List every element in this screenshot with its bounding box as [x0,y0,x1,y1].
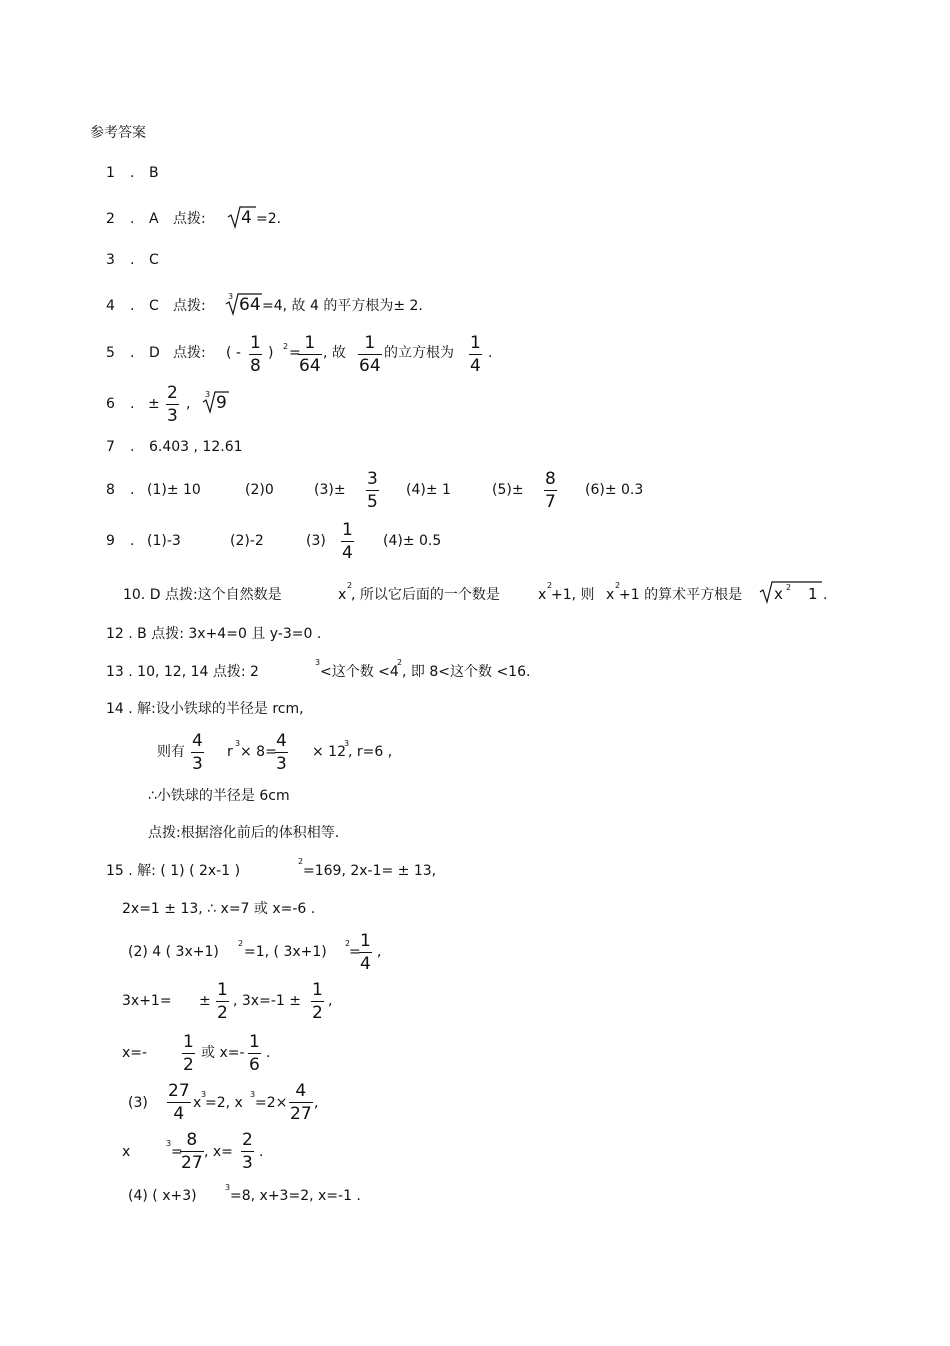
q2-radicand: 4 [241,208,252,228]
numerator: 1 [217,980,228,1000]
q14-line-2-mid: × 8= [240,744,277,760]
denominator: 2 [217,1003,228,1023]
denominator: 64 [299,356,321,376]
q5-fraction-1 [249,333,262,376]
denominator: 7 [545,492,556,512]
q13-text-3: , 即 8<这个数 <16. [402,664,531,680]
q4-hint-label: 点拨: [173,298,206,314]
q15-line-6e: , [314,1095,319,1111]
q5-exponent: 2 [283,342,289,351]
q15-line-3c: = [349,944,361,960]
q15-line-1b: =169, 2x-1= ± 13, [303,863,437,879]
q15-exponent-1: 2 [298,857,304,866]
q15-line-4d: , [328,993,333,1009]
q8-part-3: (3)± [314,482,346,498]
q9-number: 9 [106,533,115,549]
q9-fraction-3 [341,520,354,563]
denominator: 2 [183,1055,194,1075]
numerator: 4 [295,1081,307,1101]
q15-fraction-6b [289,1081,313,1124]
q5-fraction-4 [469,333,482,376]
q13-text-1: 13 . 10, 12, 14 点拨: 2 [106,664,259,680]
q6-radicand: 9 [216,393,227,413]
denominator: 4 [470,356,481,376]
q6-fraction [166,383,179,426]
q10-text-2: , 所以它后面的一个数是 [351,587,500,603]
q15-fraction-6a [167,1081,191,1124]
numerator: 3 [367,469,378,489]
q14-fraction-2 [275,731,288,774]
q5-hint-label: 点拨: [173,345,206,361]
numerator: 1 [183,1032,194,1052]
q10-text-4: +1 的算术平方根是 [619,587,743,603]
q10-var-x-2: x [538,587,547,603]
q3-answer: C [149,252,159,268]
q14-line-4: 点拨:根据溶化前后的体积相等. [148,825,340,841]
q15-exponent-6a: 3 [201,1090,207,1099]
q8-part-2: (2)0 [245,482,274,498]
denominator: 2 [312,1003,323,1023]
q6-comma: , [186,396,191,412]
q15-line-3a: (2) 4 ( 3x+1) [128,944,219,960]
q8-part-6: (6)± 0.3 [585,482,644,498]
q5-text: 的立方根为 [384,345,454,361]
q5-mid-text: , 故 [323,345,346,361]
q2-hint-label: 点拨: [173,211,206,227]
q8-part-4: (4)± 1 [406,482,451,498]
q15-line-7b: = [171,1144,183,1160]
q14-line-3: ∴小铁球的半径是 6cm [148,788,290,804]
q4-cube-root [226,292,262,316]
q15-line-7d: . [259,1144,264,1160]
q6-root-index: 3 [205,390,211,399]
q14-exponent-2: 3 [344,739,350,748]
q3-number: 3 [106,252,115,268]
q14-line-2-mult: × 12 [312,744,346,760]
q7-dot: . [130,439,135,455]
q15-line-8b: =8, x+3=2, x=-1 . [230,1188,361,1204]
q7-answer: 6.403 , 12.61 [149,439,243,455]
q15-line-3d: , [377,944,382,960]
q5-answer: D [149,345,160,361]
denominator: 64 [359,356,381,376]
q9-part-1: (1)-3 [147,533,181,549]
numerator: 8 [545,469,556,489]
q14-line-2-start: 则有 [157,744,185,760]
q5-end: . [488,345,493,361]
q14-line-1: 14 . 解:设小铁球的半径是 rcm, [106,701,304,717]
q4-root-index: 3 [228,292,234,301]
q15-fraction-4a [216,980,229,1023]
q15-exponent-3a: 2 [238,939,244,948]
q9-dot: . [130,533,135,549]
q15-exponent-8: 3 [225,1183,231,1192]
numerator: 2 [242,1130,253,1150]
q15-line-5a: x=- [122,1045,148,1061]
q8-dot: . [130,482,135,498]
denominator: 4 [173,1104,185,1124]
q13-text-2: <这个数 <4 [320,664,399,680]
q15-exponent-3b: 2 [345,939,351,948]
q10-text-3: +1, 则 [551,587,595,603]
q2-number: 2 [106,211,115,227]
q5-open-paren: ( - [226,345,241,361]
q15-fraction-4b [311,980,324,1023]
q15-line-8a: (4) ( x+3) [128,1188,197,1204]
numerator: 1 [249,1032,260,1052]
q5-number: 5 [106,345,115,361]
q2-tail: =2. [256,211,282,227]
q15-line-4c: , 3x=-1 ± [233,993,301,1009]
q14-line-2-end: , r=6 , [348,744,393,760]
q15-line-6a: (3) [128,1095,148,1111]
q8-fraction-5 [544,469,557,512]
q15-line-6c: =2, x [205,1095,243,1111]
q15-line-7c: , x= [204,1144,233,1160]
q13-exponent-1: 3 [315,658,321,667]
denominator: 27 [181,1153,203,1173]
denominator: 5 [367,492,378,512]
q5-equals: = [289,345,301,361]
q8-part-1: (1)± 10 [147,482,201,498]
q5-fraction-3 [358,333,382,376]
numerator: 1 [312,980,323,1000]
q4-dot: . [130,298,135,314]
q12-text: 12 . B 点拨: 3x+4=0 且 y-3=0 . [106,626,322,642]
q10-text-1: 10. D 点拨:这个自然数是 [123,587,282,603]
q15-fraction-7b [241,1130,254,1173]
q5-fraction-2 [298,333,322,376]
q4-number: 4 [106,298,115,314]
numerator: 8 [186,1130,198,1150]
q15-line-2: 2x=1 ± 13, ∴ x=7 或 x=-6 . [122,901,316,917]
q6-dot: . [130,396,135,412]
q6-plus-minus: ± [148,396,160,412]
denominator: 3 [276,754,287,774]
q15-fraction-5a [182,1032,195,1075]
q15-line-4a: 3x+1= [122,993,172,1009]
numerator: 1 [470,333,481,353]
numerator: 27 [168,1081,190,1101]
q15-fraction-7a [180,1130,204,1173]
denominator: 4 [360,954,371,974]
q10-rad-x: x [774,585,783,603]
denominator: 8 [250,356,261,376]
q10-rad-exponent: 2 [786,583,792,592]
q15-line-4b: ± [199,993,211,1009]
denominator: 3 [192,754,203,774]
numerator: 1 [250,333,261,353]
numerator: 1 [364,333,376,353]
numerator: 1 [360,931,371,951]
q10-var-x: x [338,587,347,603]
q4-radicand: 64 [239,295,261,315]
q2-answer: A [149,211,159,227]
q15-fraction-5b [248,1032,261,1075]
q4-answer: C [149,298,159,314]
q15-exponent-7: 3 [166,1139,172,1148]
denominator: 6 [249,1055,260,1075]
q15-fraction-3 [359,931,372,974]
q8-part-5: (5)± [492,482,524,498]
q15-line-3b: =1, ( 3x+1) [244,944,327,960]
q5-dot: . [130,345,135,361]
q5-close-paren: ) [268,345,274,361]
numerator: 4 [276,731,287,751]
q8-fraction-3 [366,469,379,512]
q13-exponent-2: 2 [397,658,403,667]
q15-line-1a: 15 . 解: ( 1) ( 2x-1 ) [106,863,241,879]
denominator: 4 [342,543,353,563]
q10-exponent: 2 [347,581,353,590]
numerator: 1 [304,333,316,353]
q15-line-5c: . [266,1045,271,1061]
q14-fraction-1 [191,731,204,774]
denominator: 27 [290,1104,312,1124]
q14-exponent-1: 3 [235,739,241,748]
q10-rad-one: 1 [808,585,818,603]
page-title: 参考答案 [90,125,146,141]
q15-line-6b: x [193,1095,202,1111]
q6-cube-root [203,390,229,414]
q1-number: 1 [106,165,115,181]
q10-var-x-3: x [606,587,615,603]
numerator: 4 [192,731,203,751]
denominator: 3 [167,406,178,426]
numerator: 1 [342,520,353,540]
q10-end: . [823,587,828,603]
q15-line-7a: x [122,1144,131,1160]
q1-answer: B [149,165,159,181]
q6-number: 6 [106,396,115,412]
q10-exponent-2: 2 [547,581,553,590]
q10-sqrt [760,580,822,604]
q9-part-2: (2)-2 [230,533,264,549]
q8-number: 8 [106,482,115,498]
numerator: 2 [167,383,178,403]
q15-exponent-6b: 3 [250,1090,256,1099]
q7-number: 7 [106,439,115,455]
q3-dot: . [130,252,135,268]
q9-part-4: (4)± 0.5 [383,533,442,549]
q15-line-5b: 或 x=- [201,1045,245,1061]
q14-var-r: r [227,744,233,760]
q2-sqrt [228,205,256,229]
denominator: 3 [242,1153,253,1173]
q2-dot: . [130,211,135,227]
q9-part-3: (3) [306,533,326,549]
q4-tail: =4, 故 4 的平方根为± 2. [262,298,423,314]
q15-line-6d: =2× [255,1095,288,1111]
q10-exponent-3: 2 [615,581,621,590]
q1-dot: . [130,165,135,181]
